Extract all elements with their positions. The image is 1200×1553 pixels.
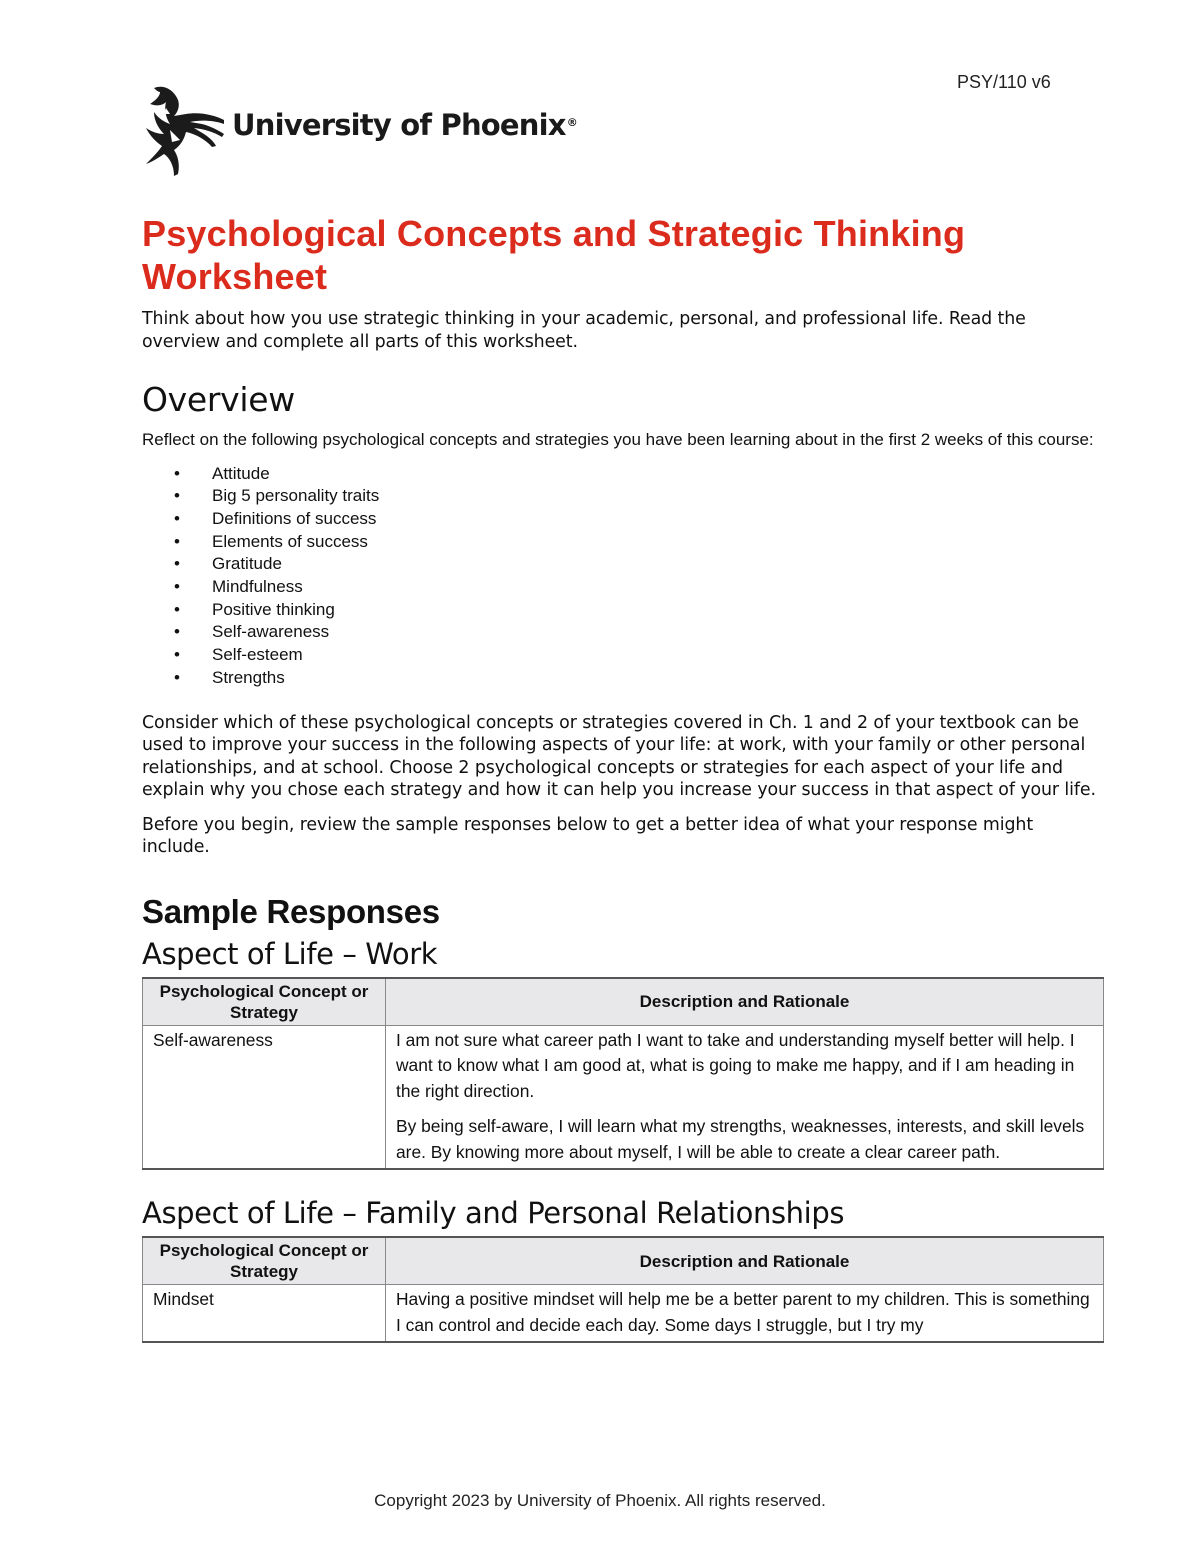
rationale-column-header: Description and Rationale	[386, 978, 1104, 1026]
list-item: • Self-awareness	[142, 621, 1102, 644]
rationale-cell	[386, 1025, 1104, 1169]
work-heading: Aspect of Life – Work	[142, 936, 438, 971]
rationale-paragraph: Having a positive mindset will help me be a better parent to my children. This is something I can control and decide each day. Some days I struggle, but I try my	[396, 1289, 1090, 1335]
university-logo	[140, 84, 577, 178]
list-item: • Mindfulness	[142, 576, 1102, 599]
overview-text: Reflect on the following psychological concepts and strategies you have been learning about in the first 2 weeks of this course:	[142, 430, 1094, 449]
page-title: Psychological Concepts and Strategic Thinking Worksheet	[142, 213, 966, 297]
table-row	[143, 1025, 1104, 1169]
table-header-row	[143, 978, 1104, 1026]
family-table	[142, 1236, 1104, 1343]
instructions-paragraph: Consider which of these psychological concepts or strategies covered in Ch. 1 and 2 of your textbook can be used to improve your success in the following aspects of your life: at work, with your family or other personal relationships, and at school. Choose 2 psychological concepts or strategies for each aspect of your life and explain why you chose each strategy and how it can help you increase your success in that aspect of your life.	[142, 712, 1096, 801]
overview-heading: Overview	[142, 380, 295, 419]
list-item: • Self-esteem	[142, 644, 1102, 667]
concept-list	[142, 463, 1102, 690]
concept-column-header: Psychological Concept or Strategy	[143, 1237, 386, 1285]
family-heading: Aspect of Life – Family and Personal Relationships	[142, 1196, 845, 1231]
intro-text: Think about how you use strategic thinking in your academic, personal, and professional life. Read the overview and complete all parts of this worksheet.	[142, 309, 1026, 352]
phoenix-bird-icon	[140, 84, 226, 178]
review-paragraph: Before you begin, review the sample responses below to get a better idea of what your response might include.	[142, 814, 1034, 858]
rationale-paragraph: I am not sure what career path I want to take and understanding myself better will help. I want to know what I am good at, what is going to make me happy, and if I am heading in the right direction.	[396, 1029, 1075, 1101]
rationale-cell	[386, 1285, 1104, 1343]
list-item: • Definitions of success	[142, 508, 1102, 531]
list-item: • Big 5 personality traits	[142, 485, 1102, 508]
list-item: • Attitude	[142, 463, 1102, 486]
table-row	[143, 1285, 1104, 1343]
logo-wordmark: University of Phoenix®	[232, 108, 577, 142]
work-table	[142, 977, 1104, 1171]
list-item: • Strengths	[142, 667, 1102, 690]
copyright-footer: Copyright 2023 by University of Phoenix. All rights reserved.	[374, 1491, 826, 1510]
document-body	[142, 212, 1102, 1343]
table-header-row	[143, 1237, 1104, 1285]
concept-column-header: Psychological Concept or Strategy	[143, 978, 386, 1026]
concept-cell: Self-awareness	[143, 1025, 386, 1169]
list-item: • Gratitude	[142, 553, 1102, 576]
rationale-paragraph: By being self-aware, I will learn what my strengths, weaknesses, interests, and skill levels are. By knowing more about myself, I will be able to create a clear career path.	[396, 1116, 1085, 1162]
sample-responses-heading: Sample Responses	[142, 892, 440, 930]
list-item: • Elements of success	[142, 531, 1102, 554]
rationale-column-header: Description and Rationale	[386, 1237, 1104, 1285]
list-item: • Positive thinking	[142, 599, 1102, 622]
course-code: PSY/110 v6	[957, 72, 1051, 92]
concept-cell: Mindset	[143, 1285, 386, 1343]
